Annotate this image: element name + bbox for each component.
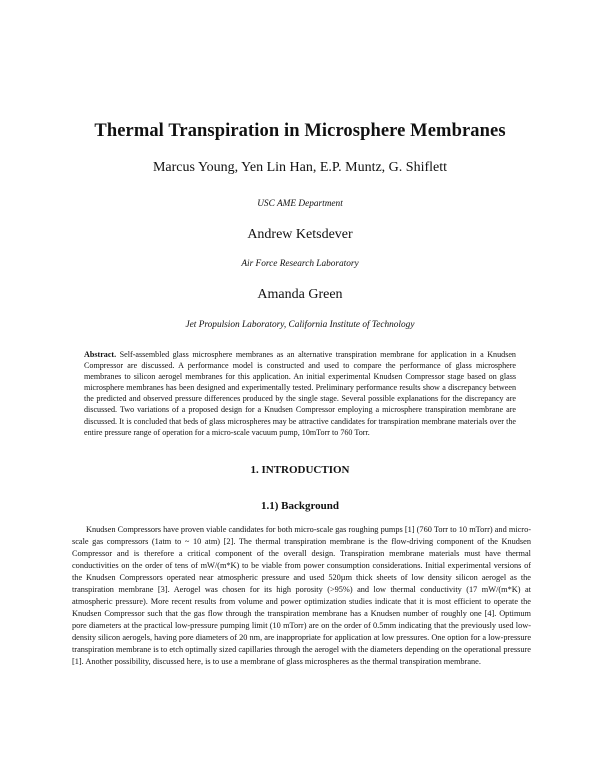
paper-title: Thermal Transpiration in Microsphere Membranes: [94, 121, 506, 141]
body-paragraph: Knudsen Compressors have proven viable candidates for both micro-scale gas roughing pumps [1] (760 Torr to 10 mTorr) and micro-scale gas compressors (1atm to ~ 10 atm) [2]. The thermal transpiration membrane is the flow-driving component of the Knudsen Compressor and is therefore a critical component of the overall design. Transpiration membrane materials must have thermal conductivities on the order of tens of mW/(m*K) to be viable from power consumption considerations. Initial experimental versions of the Knudsen Compressors operated near atmospheric pressure and used 520µm thick sheets of low density silicon aerogel as the transpiration membrane [3]. Aerogel was chosen for its high porosity (>95%) and low thermal conductivity (17 mW/(m*K) at atmospheric pressure). More recent results from volume and power optimization studies indicate that it is most efficient to operate the Knudsen Compressor such that the gas flow through the transpiration membrane has a Knudsen number of roughly one [4]. Optimum pore diameters at the practical low-pressure pumping limit (10 mTorr) are on the order of 0.5mm indicating that the previously used low-density silicon aerogels, having pore diameters of 20 nm, are inappropriate for application at low pressures. One option for a low-pressure transpiration membrane is to etch optimally sized capillaries through the aerogel with the diameters depending on the operational pressure [1]. Another possibility, discussed here, is to use a membrane of glass microspheres as the thermal transpiration membrane.: [72, 525, 531, 666]
subsection-heading: 1.1) Background: [260, 500, 340, 512]
abstract: [84, 349, 516, 438]
affiliation-2: Air Force Research Laboratory: [241, 259, 359, 269]
section-heading: 1. INTRODUCTION: [250, 464, 350, 476]
author-line-3: Amanda Green: [257, 287, 343, 302]
abstract-text: Self-assembled glass microsphere membranes as an alternative transpiration membrane for application in a Knudsen Compressor are discussed. A performance model is constructed and used to compare the performance of glass microsphere membranes to silicon aerogel membranes for this application. An initial experimental Knudsen Compressor stage based on glass microsphere membranes has been designed and experimentally tested. Preliminary performance results show a discrepancy between the predicted and observed pressure differences produced by the single stage. Several possible explanations for the discrepancy are discussed. Two variations of a proposed design for a Knudsen Compressor employing a microsphere transpiration membrane are discussed. It is concluded that beds of glass microspheres may be attractive candidates for transpiration membrane materials over the entire pressure range of operation for a micro-scale vacuum pump, 10mTorr to 760 Torr.: [84, 350, 516, 437]
abstract-label: Abstract.: [84, 350, 117, 359]
affiliation-1: USC AME Department: [257, 199, 343, 209]
author-line-1: Marcus Young, Yen Lin Han, E.P. Muntz, G. Shiflett: [152, 160, 447, 175]
affiliation-3: Jet Propulsion Laboratory, California Institute of Technology: [185, 320, 415, 330]
author-line-2: Andrew Ketsdever: [247, 227, 353, 242]
